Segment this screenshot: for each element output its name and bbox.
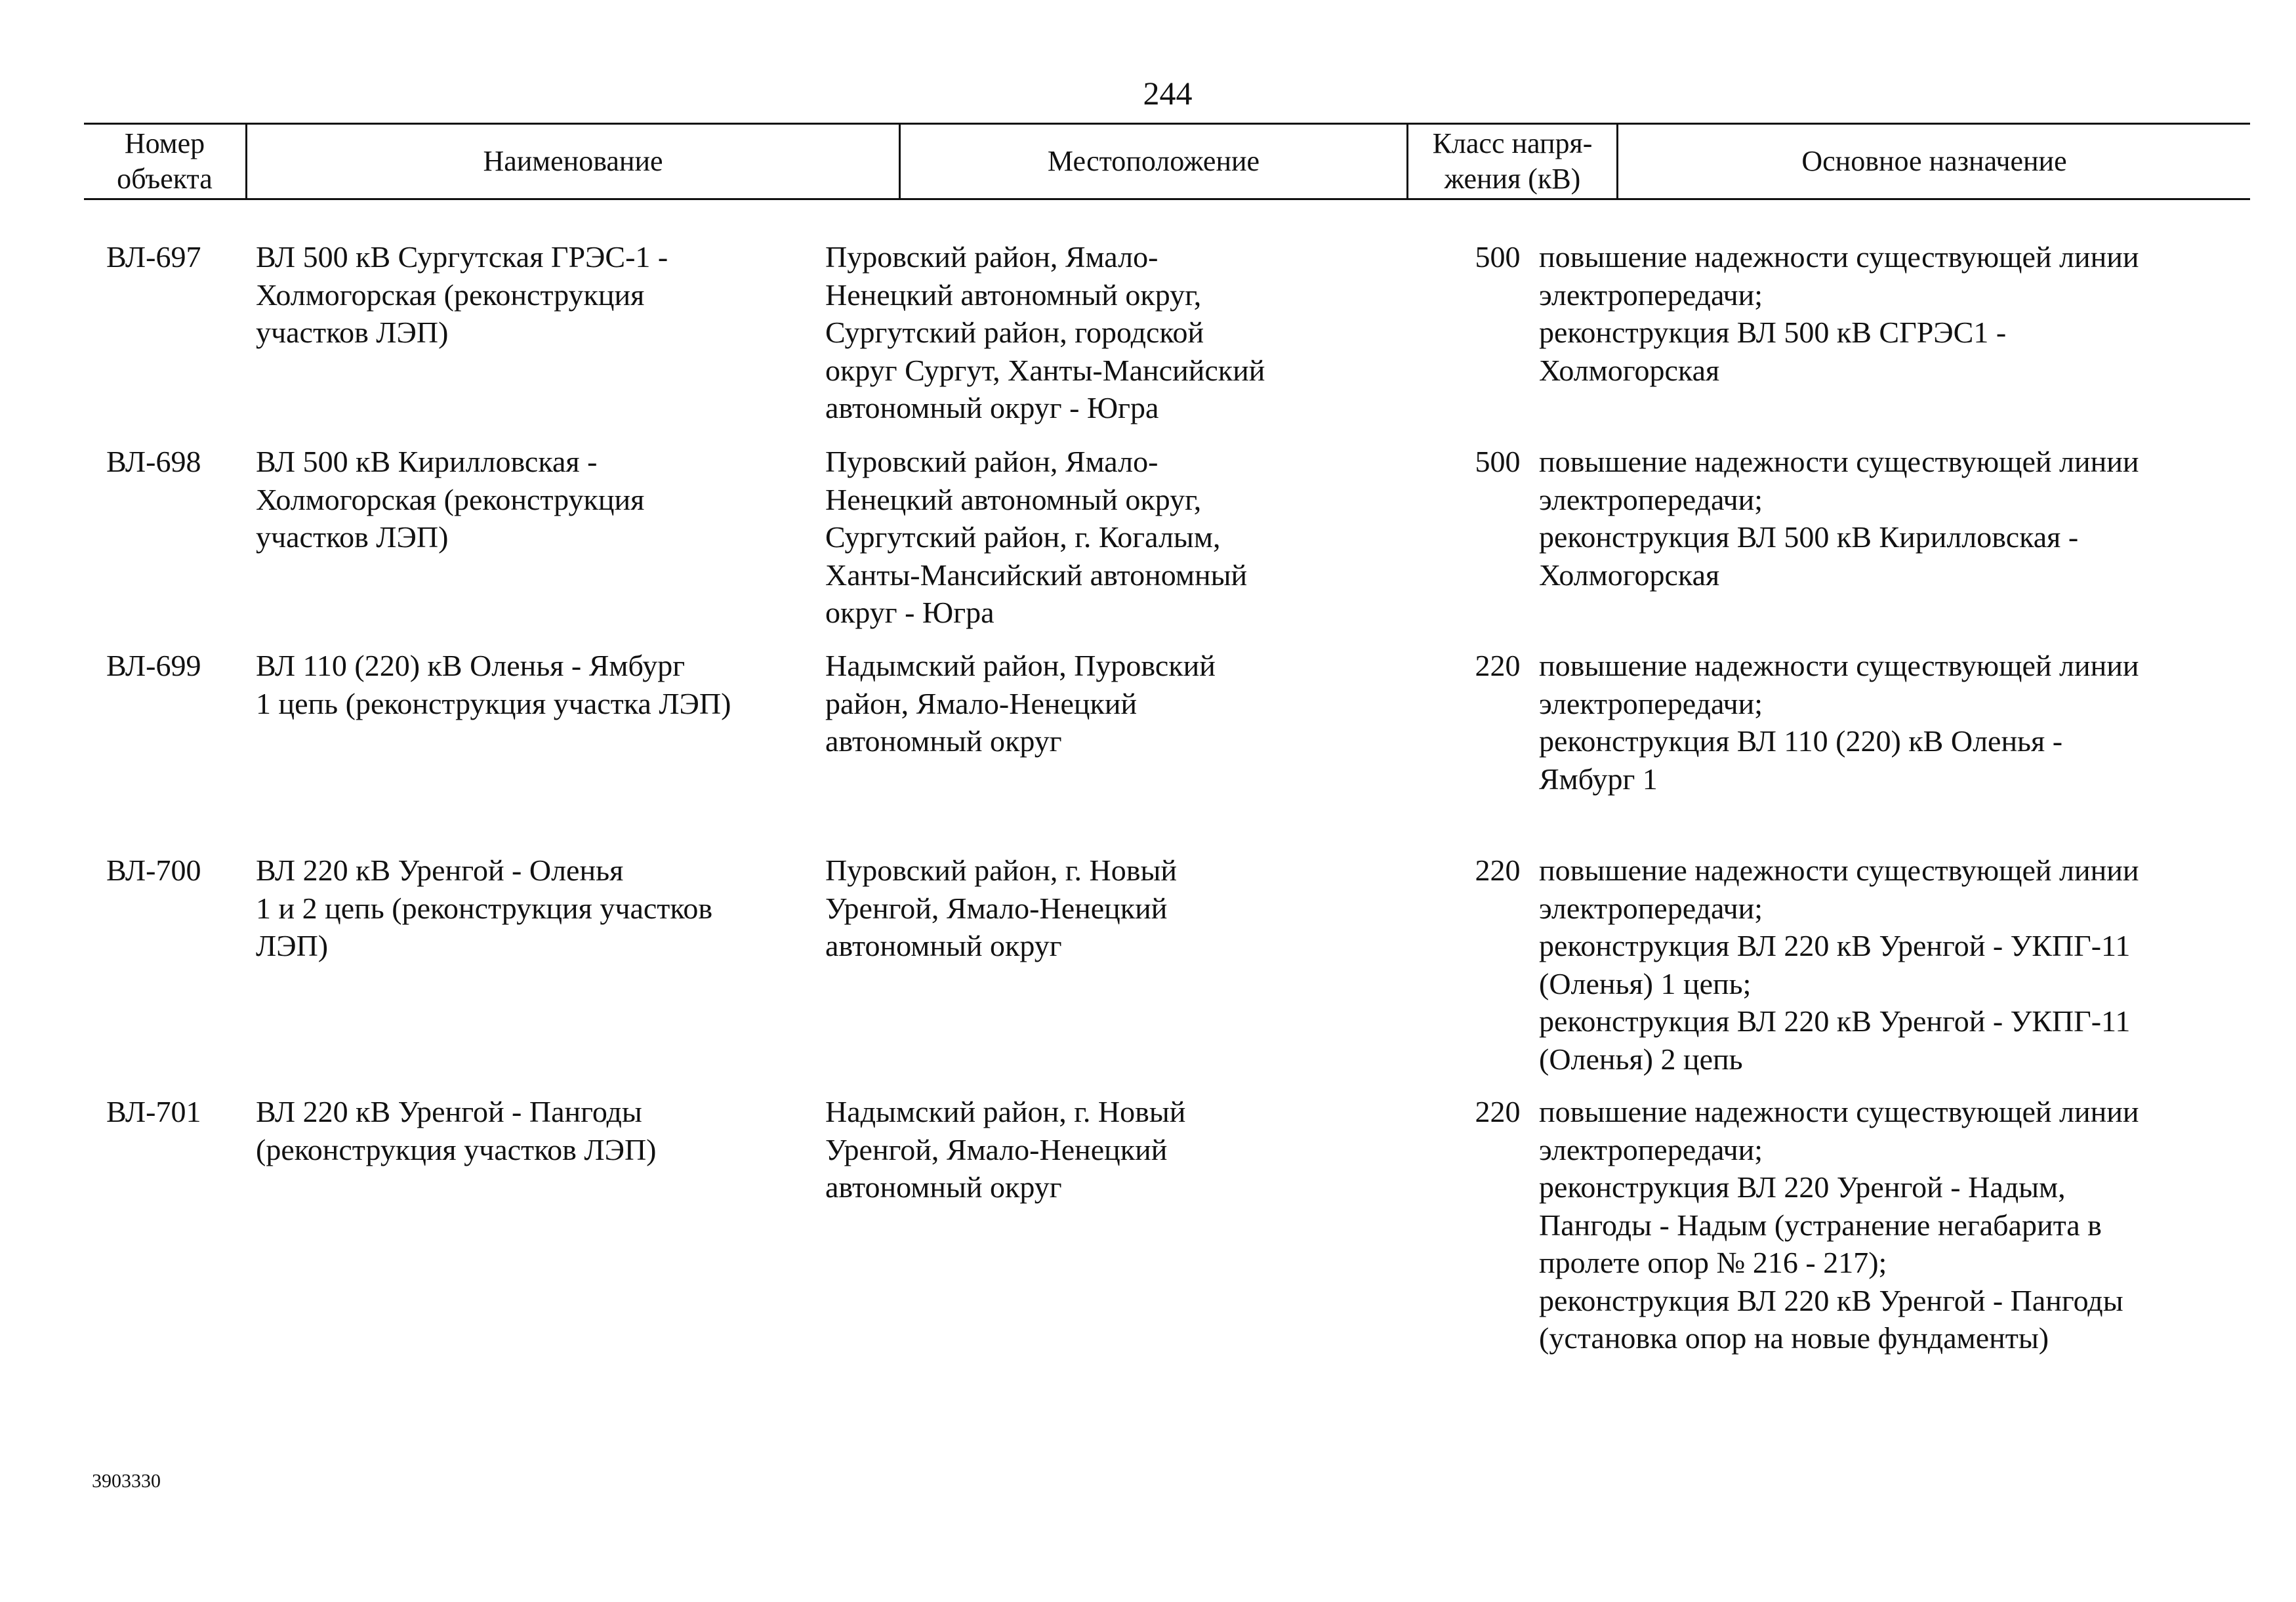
table-header [84, 123, 2250, 200]
object-name: ВЛ 220 кВ Уренгой - Пангоды (реконструкция участков ЛЭП) [256, 1095, 657, 1166]
voltage-class: 220 [1475, 1095, 1521, 1128]
document-code: 3903330 [92, 1470, 161, 1492]
object-location: Пуровский район, Ямало- Ненецкий автономный округ, Сургутский район, городской округ Сургут, Ханты-Мансийский автономный округ - Югра [825, 240, 1265, 424]
object-number: ВЛ-698 [106, 445, 201, 478]
header-object-number: Номер объекта [117, 127, 213, 195]
object-purpose: повышение надежности существующей линии электропередачи; реконструкция ВЛ 500 кВ Кирилловская - Холмогорская [1539, 445, 2139, 592]
voltage-class: 220 [1475, 649, 1521, 682]
object-name: ВЛ 220 кВ Уренгой - Оленья 1 и 2 цепь (реконструкция участков ЛЭП) [256, 853, 713, 962]
header-location: Местоположение [899, 125, 1406, 198]
object-location: Надымский район, Пуровский район, Ямало-Ненецкий автономный округ [825, 649, 1216, 758]
voltage-class: 500 [1475, 445, 1521, 478]
header-voltage-class: Класс напря- жения (кВ) [1406, 125, 1616, 198]
object-purpose: повышение надежности существующей линии электропередачи; реконструкция ВЛ 110 (220) кВ Оленья - Ямбург 1 [1539, 649, 2139, 796]
object-purpose: повышение надежности существующей линии электропередачи; реконструкция ВЛ 220 Уренгой - Надым, Пангоды - Надым (устранение негабарита в пролете опор № 216 - 217); реконструкция ВЛ 220 кВ Уренгой - Пангоды (установка опор на новые фундаменты) [1539, 1095, 2139, 1355]
object-name: ВЛ 500 кВ Кирилловская - Холмогорская (реконструкция участков ЛЭП) [256, 445, 645, 554]
object-location: Пуровский район, г. Новый Уренгой, Ямало-Ненецкий автономный округ [825, 853, 1177, 962]
voltage-class: 500 [1475, 240, 1521, 274]
header-name: Наименование [245, 125, 899, 198]
object-number: ВЛ-700 [106, 853, 201, 887]
object-purpose: повышение надежности существующей линии электропередачи; реконструкция ВЛ 220 кВ Уренгой - УКПГ-11 (Оленья) 1 цепь; реконструкция ВЛ 220 кВ Уренгой - УКПГ-11 (Оленья) 2 цепь [1539, 853, 2139, 1076]
object-name: ВЛ 110 (220) кВ Оленья - Ямбург 1 цепь (реконструкция участка ЛЭП) [256, 649, 731, 720]
page-number: 244 [1143, 75, 1193, 112]
object-number: ВЛ-697 [106, 240, 201, 274]
object-number: ВЛ-699 [106, 649, 201, 682]
object-location: Пуровский район, Ямало- Ненецкий автономный округ, Сургутский район, г. Когалым, Ханты-Мансийский автономный округ - Югра [825, 445, 1248, 629]
header-purpose: Основное назначение [1616, 125, 2250, 198]
object-number: ВЛ-701 [106, 1095, 201, 1128]
object-purpose: повышение надежности существующей линии электропередачи; реконструкция ВЛ 500 кВ СГРЭС1 - Холмогорская [1539, 240, 2139, 387]
object-location: Надымский район, г. Новый Уренгой, Ямало-Ненецкий автономный округ [825, 1095, 1186, 1204]
object-name: ВЛ 500 кВ Сургутская ГРЭС-1 - Холмогорская (реконструкция участков ЛЭП) [256, 240, 668, 349]
voltage-class: 220 [1475, 853, 1521, 887]
